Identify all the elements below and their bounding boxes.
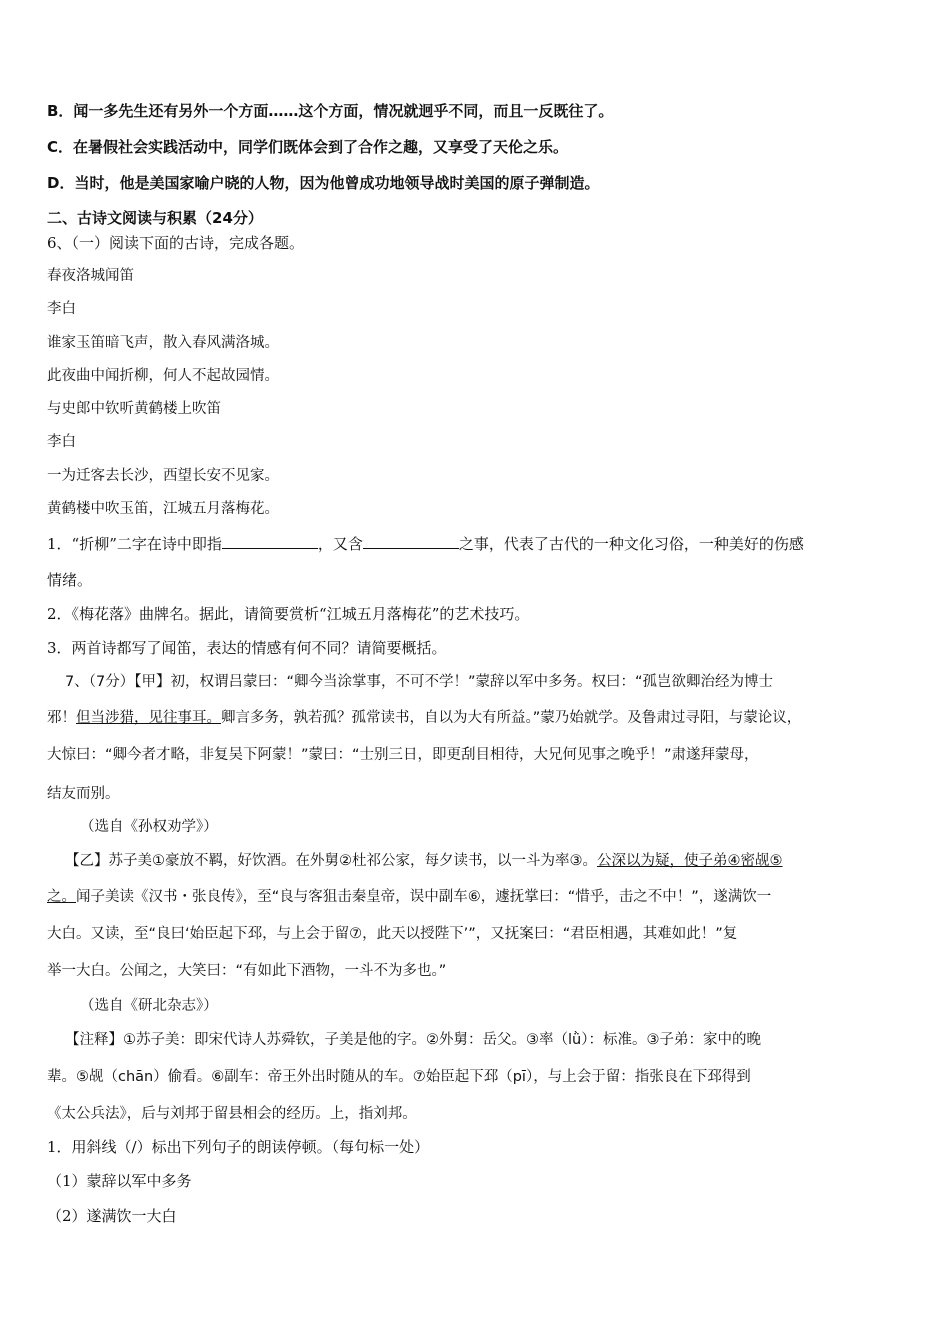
q7-source2: （选自《研北杂志》） [80, 998, 218, 1014]
q7-para2-line: 大白。又读，至“良曰‘始臣起下邳，与上会于留⑦，此天以授陛下’”，又抚案曰：“君臣相遇，其难如此！”复 [47, 926, 738, 942]
q7-para2-line: 举一大白。公闻之，大笑曰：“有如此下酒物，一斗不为多也。” [47, 963, 447, 979]
q7-underlined-text: 之。 [47, 889, 76, 905]
poem2-line: 黄鹤楼中吹玉笛，江城五月落梅花。 [47, 501, 279, 517]
q7-note-line: 辈。⑤觇（chān）偷看。⑥副车：帝王外出时随从的车。⑦始臣起下邳（pī），与上会于留：指张良在下邳得到 [47, 1069, 751, 1085]
option-c: C．在暑假社会实践活动中，同学们既体会到了合作之趣，又享受了天伦之乐。 [47, 138, 569, 156]
q7-text: 邪！ [47, 710, 76, 726]
q7-para1-line: 7、（7分）【甲】初，权谓吕蒙曰：“卿今当涂掌事，不可不学！”蒙辞以军中多务。权曰：“孤岂欲卿治经为博士 [65, 674, 773, 690]
q7-para2-line [65, 851, 914, 871]
poem1-line: 此夜曲中闻折柳，何人不起故园情。 [47, 368, 279, 384]
q7-underlined-text: 公深以为疑，使子弟④密觇⑤ [597, 853, 783, 869]
q7-note-line: 【注释】①苏子美：即宋代诗人苏舜钦，子美是他的字。②外舅：岳父。③率（lǜ）：标准。③子弟：家中的晚 [65, 1032, 761, 1048]
q6-sub2: 2．《梅花落》曲牌名。据此，请简要赏析“江城五月落梅花”的艺术技巧。 [47, 605, 530, 623]
q7-para1-line: 结友而别。 [47, 786, 120, 802]
q7-text: 卿言多务，孰若孤？孤常读书，自以为大有所益。”蒙乃始就学。及鲁肃过寻阳，与蒙论议， [221, 710, 802, 726]
q7-note-line: 《太公兵法》，后与刘邦于留县相会的经历。上，指刘邦。 [47, 1106, 417, 1122]
q7-para2-line [47, 887, 914, 907]
q6-sub1-cont: 情绪。 [47, 571, 93, 589]
poem2-author: 李白 [47, 434, 76, 450]
q7-text: 【乙】苏子美①豪放不羁，好饮酒。在外舅②杜祁公家，每夕读书，以一斗为率③。 [65, 853, 597, 869]
answer-blank[interactable] [363, 534, 459, 549]
poem1-author: 李白 [47, 301, 76, 317]
q7-para1-line: 大惊曰：“卿今者才略，非复吴下阿蒙！”蒙曰：“士别三日，即更刮目相待，大兄何见事之晚乎！”肃遂拜蒙母， [47, 747, 759, 763]
answer-blank[interactable] [222, 534, 318, 549]
poem2-line: 一为迁客去长沙，西望长安不见家。 [47, 468, 279, 484]
q7-sub1-item: （2）遂满饮一大白 [47, 1207, 177, 1225]
q6-sub1-text: 之事，代表了古代的一种文化习俗，一种美好的伤感 [458, 535, 804, 553]
q6-intro: 6、（一）阅读下面的古诗，完成各题。 [47, 234, 305, 252]
q6-sub1 [47, 534, 914, 554]
poem1-title: 春夜洛城闻笛 [47, 268, 134, 284]
q7-sub1-item: （1）蒙辞以军中多务 [47, 1172, 192, 1190]
section-title: 二、古诗文阅读与积累（24分） [47, 209, 263, 227]
option-d: D．当时，他是美国家喻户晓的人物，因为他曾成功地领导战时美国的原子弹制造。 [47, 174, 600, 192]
poem1-line: 谁家玉笛暗飞声，散入春风满洛城。 [47, 335, 279, 351]
option-b: B．闻一多先生还有另外一个方面……这个方面，情况就迥乎不同，而且一反既往了。 [47, 102, 614, 120]
q6-sub3: 3．两首诗都写了闻笛，表达的情感有何不同？请简要概括。 [47, 639, 447, 657]
q7-source1: （选自《孙权劝学》） [80, 819, 218, 835]
q6-sub1-text: ，又含 [317, 535, 363, 553]
q6-sub1-text: 1．“折柳”二字在诗中即指 [47, 535, 222, 553]
q7-para1-line [47, 708, 914, 728]
q7-sub1: 1．用斜线（/）标出下列句子的朗读停顿。（每句标一处） [47, 1138, 430, 1156]
poem2-title: 与史郎中钦听黄鹤楼上吹笛 [47, 401, 221, 417]
q7-text: 闻子美读《汉书・张良传》，至“良与客狙击秦皇帝，误中副车⑥，遽抚掌曰：“惜乎，击之不中！”，遂满饮一 [76, 889, 772, 905]
q7-underlined-text: 但当涉猎，见往事耳。 [76, 710, 221, 726]
